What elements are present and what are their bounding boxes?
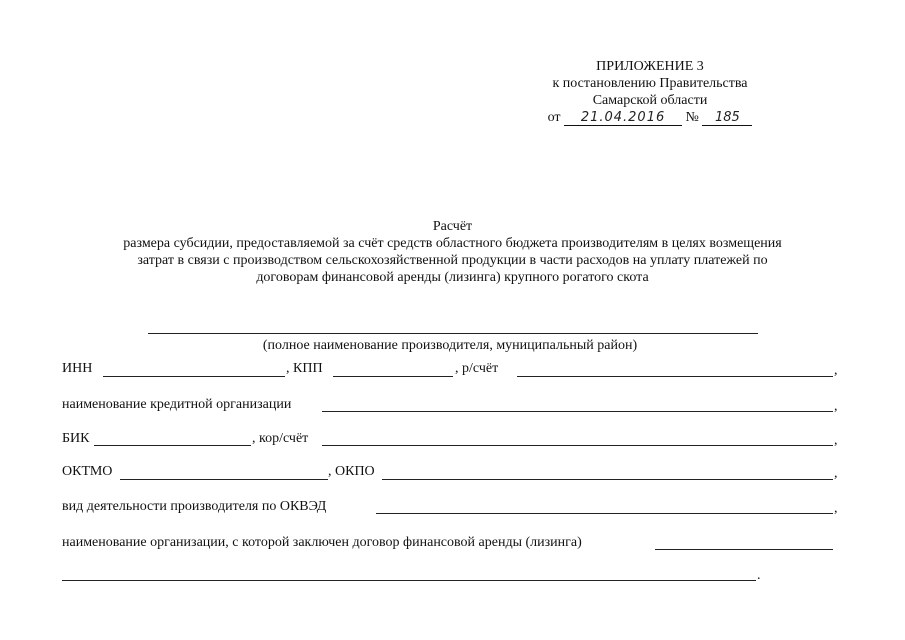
account-label: , р/счёт — [455, 361, 499, 376]
corr-account-field[interactable] — [322, 445, 833, 446]
okpo-field[interactable] — [382, 479, 833, 480]
comma: , — [834, 466, 838, 481]
kpp-field[interactable] — [333, 376, 453, 377]
inn-field[interactable] — [103, 376, 285, 377]
kpp-label: , КПП — [286, 361, 323, 376]
comma: , — [834, 363, 838, 378]
oktmo-field[interactable] — [120, 479, 328, 480]
comma: , — [834, 433, 838, 448]
inn-label: ИНН — [62, 361, 93, 376]
appendix-resolution: к постановлению Правительства — [552, 76, 748, 91]
appendix-region: Самарской области — [592, 93, 708, 108]
title-line-3: договорам финансовой аренды (лизинга) крупного рогатого скота — [256, 270, 649, 285]
lessor-continuation-field[interactable] — [62, 580, 756, 581]
bank-label: наименование кредитной организации — [62, 397, 292, 412]
bik-field[interactable] — [94, 445, 251, 446]
period: . — [757, 568, 761, 583]
handwritten-number: 185 — [702, 111, 752, 126]
number-label: № — [685, 110, 699, 125]
account-field[interactable] — [517, 376, 833, 377]
handwritten-date: 21.04.2016 — [564, 111, 682, 126]
bank-field[interactable] — [322, 411, 833, 412]
title-heading: Расчёт — [432, 219, 473, 234]
comma: , — [834, 399, 838, 414]
okved-field[interactable] — [376, 513, 833, 514]
appendix-title: ПРИЛОЖЕНИЕ 3 — [596, 59, 704, 74]
oktmo-label: ОКТМО — [62, 464, 113, 479]
lessor-field[interactable] — [655, 549, 833, 550]
title-line-2: затрат в связи с производством сельскохозяйственной продукции в части расходов на уплату платежей по — [137, 253, 768, 268]
okpo-label: , ОКПО — [328, 464, 375, 479]
from-label: от — [547, 110, 561, 125]
okved-label: вид деятельности производителя по ОКВЭД — [62, 499, 327, 514]
corr-account-label: , кор/счёт — [252, 431, 309, 446]
producer-name-line[interactable] — [148, 333, 758, 334]
producer-caption: (полное наименование производителя, муниципальный район) — [262, 338, 638, 353]
appendix-signature-row — [520, 109, 780, 126]
lessor-label: наименование организации, с которой заключен договор финансовой аренды (лизинга) — [62, 535, 582, 550]
document-title — [60, 218, 845, 286]
bik-label: БИК — [62, 431, 90, 446]
comma: , — [834, 501, 838, 516]
appendix-block — [520, 58, 780, 126]
title-line-1: размера субсидии, предоставляемой за счёт средств областного бюджета производителям в целях возмещения — [123, 236, 782, 251]
